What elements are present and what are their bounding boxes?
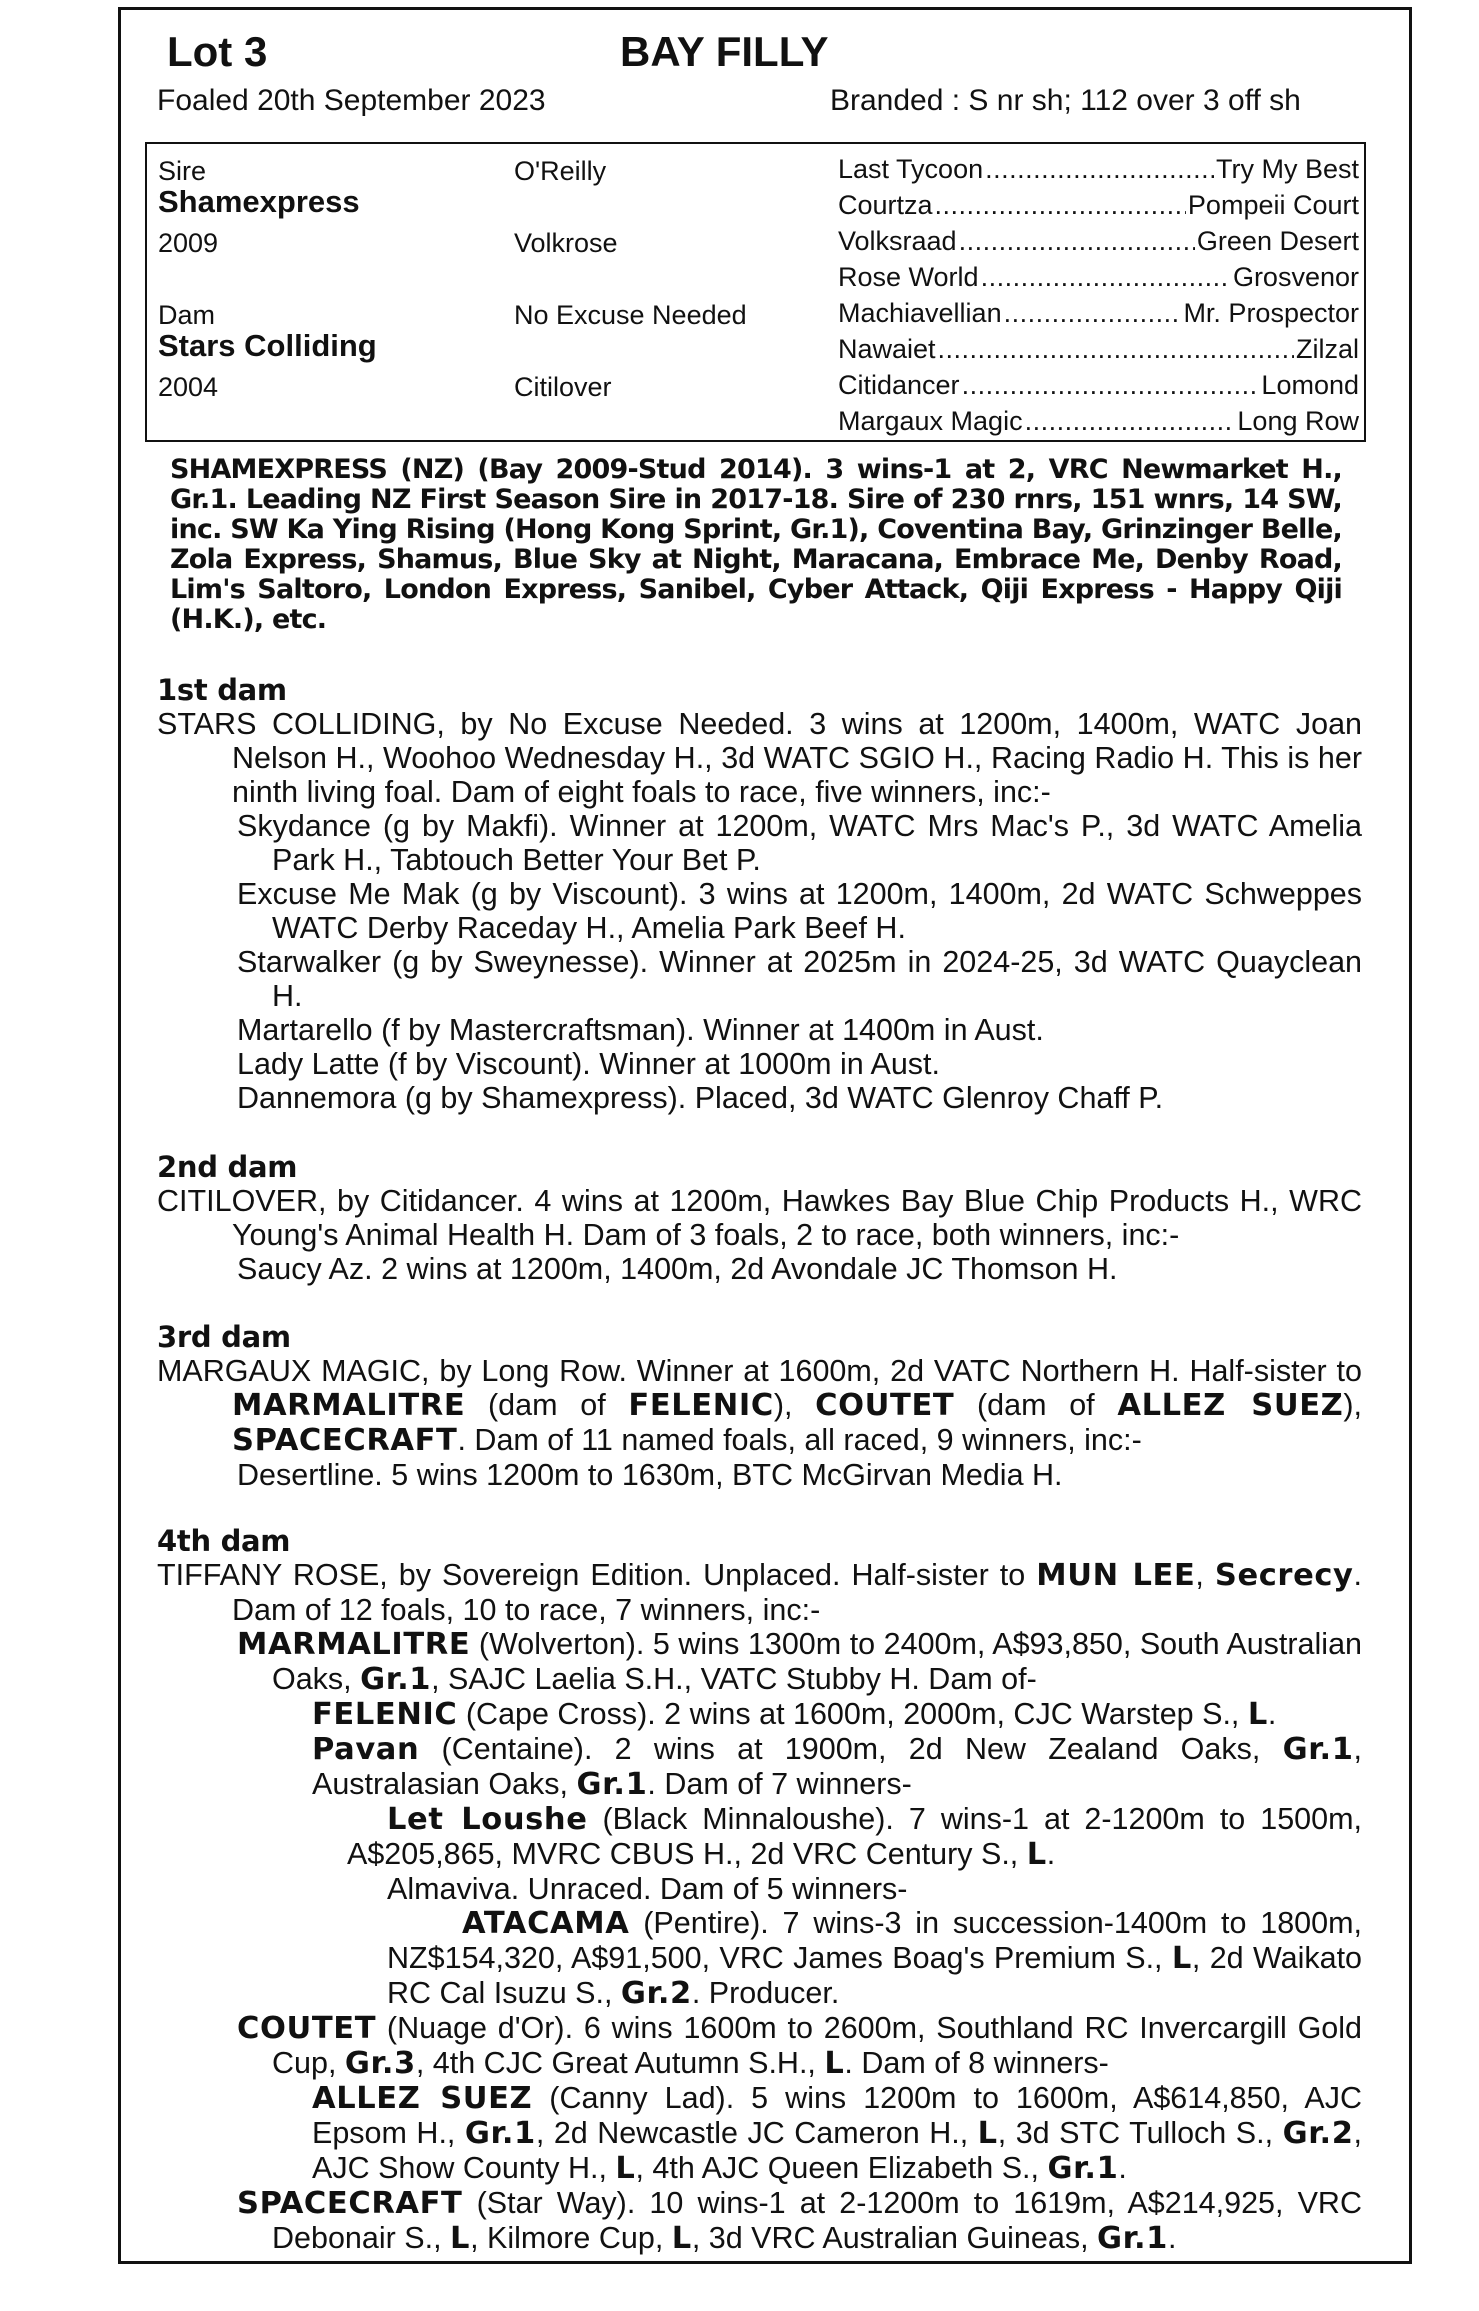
black-type-text: Secrecy bbox=[1214, 1558, 1354, 1593]
black-type-text: L bbox=[671, 2221, 692, 2256]
entry-text: Lady Latte (f by Viscount). Winner at 1000m in Aust. bbox=[237, 1047, 941, 1081]
entry-text: . bbox=[1167, 2221, 1177, 2255]
ancestor-row: Courtza ..... Pompeii Court bbox=[838, 192, 1359, 219]
produce-entry bbox=[157, 1184, 1362, 1252]
entry-text: (Pentire). 7 wins-3 in succession-1400m to 1800m, NZ$154,320, A$91,500, VRC James Boag's Premium S., bbox=[387, 1906, 1362, 1975]
entry-text: . bbox=[1267, 1697, 1277, 1731]
produce-entry bbox=[157, 707, 1362, 809]
black-type-text: Gr.1 bbox=[576, 1767, 648, 1802]
black-type-text: L bbox=[977, 2116, 998, 2151]
entry-text: CITILOVER, by Citidancer. 4 wins at 1200m, Hawkes Bay Blue Chip Products H., WRC Young's Animal Health H. Dam of 3 foals, 2 to race, both winners, inc:- bbox=[157, 1184, 1362, 1252]
sire-year: 2009 bbox=[158, 228, 219, 258]
entry-text: . Producer. bbox=[691, 1976, 840, 2010]
ancestor-row: Margaux Magic ..... Long Row bbox=[838, 408, 1359, 435]
dam-dam: Citilover bbox=[514, 372, 612, 402]
entry-text: MARGAUX MAGIC, by Long Row. Winner at 1600m, 2d VATC Northern H. Half-sister to bbox=[157, 1354, 1362, 1388]
dam-name: Stars Colliding bbox=[158, 328, 377, 363]
produce-entry bbox=[157, 945, 1362, 1013]
entry-text: ), bbox=[1343, 1388, 1363, 1422]
ancestor-row: Citidancer ..... Lomond bbox=[838, 372, 1359, 399]
produce-entry bbox=[157, 877, 1362, 945]
entry-text: (Cape Cross). 2 wins at 1600m, 2000m, CJC Warstep S., bbox=[457, 1697, 1248, 1731]
black-type-text: L bbox=[1247, 1697, 1268, 1732]
black-type-text: COUTET bbox=[237, 2011, 377, 2046]
entry-text: , SAJC Laelia S.H., VATC Stubby H. Dam of- bbox=[431, 1662, 1037, 1696]
entry-text: Desertline. 5 wins 1200m to 1630m, BTC McGirvan Media H. bbox=[237, 1458, 1063, 1492]
black-type-text: Gr.1 bbox=[1047, 2151, 1119, 2186]
black-type-text: L bbox=[1171, 1941, 1192, 1976]
entry-text: (Wolverton). 5 wins 1300m to 2400m, A$93,850, South Australian Oaks, bbox=[272, 1627, 1362, 1696]
produce-entry bbox=[157, 2186, 1362, 2256]
section-heading: 3rd dam bbox=[157, 1320, 291, 1354]
entry-text: . Dam of 11 named foals, all raced, 9 winners, inc:- bbox=[457, 1423, 1142, 1457]
entry-text: (Nuage d'Or). 6 wins 1600m to 2600m, Southland RC Invercargill Gold Cup, bbox=[272, 2011, 1362, 2080]
entry-text: STARS COLLIDING, by No Excuse Needed. 3 wins at 1200m, 1400m, WATC Joan Nelson H., Woohoo Wednesday H., 3d WATC SGIO H., Racing Radio H. This is her ninth living foal. Dam of eight foals to race, five winners, inc:- bbox=[157, 707, 1362, 809]
sire-dam: Volkrose bbox=[514, 228, 618, 258]
section-heading: 1st dam bbox=[157, 673, 287, 707]
ancestor-row: Machiavellian ..... Mr. Prospector bbox=[838, 300, 1359, 327]
dam-section bbox=[157, 673, 1362, 1115]
black-type-text: Let Loushe bbox=[387, 1802, 588, 1837]
produce-entry bbox=[157, 809, 1362, 877]
entry-text: (Centaine). 2 wins at 1900m, 2d New Zealand Oaks, bbox=[419, 1732, 1283, 1766]
black-type-text: ALLEZ SUEZ bbox=[1117, 1388, 1344, 1423]
produce-entry bbox=[157, 2081, 1362, 2186]
entry-text: . Dam of 8 winners- bbox=[844, 2046, 1109, 2080]
entry-text: Dannemora (g by Shamexpress). Placed, 3d WATC Glenroy Chaff P. bbox=[237, 1081, 1164, 1115]
ancestor-row: Nawaiet ..... Zilzal bbox=[838, 336, 1359, 363]
black-type-text: Gr.1 bbox=[360, 1662, 432, 1697]
entry-text: , Australasian Oaks, bbox=[312, 1732, 1362, 1801]
entry-text: , 3d STC Tulloch S., bbox=[997, 2116, 1283, 2150]
entry-text: Almaviva. Unraced. Dam of 5 winners- bbox=[387, 1872, 908, 1906]
black-type-text: L bbox=[1026, 1837, 1047, 1872]
entry-text: (Star Way). 10 wins-1 at 2-1200m to 1619m, A$214,925, VRC Debonair S., bbox=[272, 2186, 1362, 2255]
sire-stud-note: SHAMEXPRESS (NZ) (Bay 2009-Stud 2014). 3 wins-1 at 2, VRC Newmarket H., Gr.1. Leading NZ First Season Sire in 2017-18. Sire of 230 rnrs, 151 wnrs, 14 SW, inc. SW Ka Ying Rising (Hong Kong Sprint, Gr.1), Coventina Bay, Grinzinger Belle, Zola Express, Shamus, Blue Sky at Night, Maracana, Embrace Me, Denby Road, Lim's Saltoro, London Express, Sanibel, Cyber Attack, Qiji Express - Happy Qiji (H.K.), etc. bbox=[170, 454, 1342, 635]
entry-text: . bbox=[1046, 1837, 1056, 1871]
entry-text: , Kilmore Cup, bbox=[470, 2221, 672, 2255]
black-type-text: L bbox=[824, 2046, 845, 2081]
entry-text: , 3d VRC Australian Guineas, bbox=[691, 2221, 1098, 2255]
black-type-text: L bbox=[615, 2151, 636, 2186]
entry-text: TIFFANY ROSE, by Sovereign Edition. Unplaced. Half-sister to bbox=[157, 1558, 1037, 1592]
black-type-text: Gr.1 bbox=[1282, 1732, 1354, 1767]
sire-sire: O'Reilly bbox=[514, 156, 607, 186]
dam-section bbox=[157, 1150, 1362, 1286]
black-type-text: Gr.3 bbox=[344, 2046, 416, 2081]
dam-section bbox=[157, 1524, 1362, 2256]
entry-text: , 4th AJC Queen Elizabeth S., bbox=[635, 2151, 1048, 2185]
entry-text: (Black Minnaloushe). 7 wins-1 at 2-1200m to 1500m, A$205,865, MVRC CBUS H., 2d VRC Century S., bbox=[347, 1802, 1362, 1871]
entry-text: Skydance (g by Makfi). Winner at 1200m, WATC Mrs Mac's P., 3d WATC Amelia Park H., Tabtouch Better Your Bet P. bbox=[237, 809, 1362, 877]
entry-text: Starwalker (g by Sweynesse). Winner at 2025m in 2024-25, 3d WATC Quayclean H. bbox=[237, 945, 1362, 1013]
sire-label: Sire bbox=[158, 156, 207, 186]
black-type-text: Gr.1 bbox=[1097, 2221, 1168, 2256]
sex-colour-title: BAY FILLY bbox=[620, 28, 829, 75]
entry-text: Saucy Az. 2 wins at 1200m, 1400m, 2d Avondale JC Thomson H. bbox=[237, 1252, 1118, 1286]
produce-entry bbox=[157, 1252, 1362, 1286]
ancestor-row: Rose World ..... Grosvenor bbox=[838, 264, 1359, 291]
black-type-text: ATACAMA bbox=[462, 1906, 630, 1941]
produce-entry bbox=[157, 1697, 1362, 1732]
dam-section bbox=[157, 1320, 1362, 1492]
entry-text: (dam of bbox=[465, 1388, 629, 1422]
sire-name: Shamexpress bbox=[158, 184, 360, 219]
entry-text: Excuse Me Mak (g by Viscount). 3 wins at 1200m, 1400m, 2d WATC Schweppes WATC Derby Raceday H., Amelia Park Beef H. bbox=[237, 877, 1362, 945]
ancestor-row: Last Tycoon ..... Try My Best bbox=[838, 156, 1359, 183]
black-type-text: SPACECRAFT bbox=[232, 1423, 458, 1458]
black-type-text: Gr.2 bbox=[620, 1976, 692, 2011]
entry-text: (dam of bbox=[954, 1388, 1118, 1422]
section-heading: 4th dam bbox=[157, 1524, 291, 1558]
black-type-text: FELENIC bbox=[628, 1388, 774, 1423]
brand-description: Branded : S nr sh; 112 over 3 off sh bbox=[830, 84, 1301, 117]
entry-text: (Canny Lad). 5 wins 1200m to 1600m, A$614,850, AJC Epsom H., bbox=[312, 2081, 1362, 2150]
produce-entry bbox=[157, 1354, 1362, 1458]
entry-text: , bbox=[1195, 1558, 1215, 1592]
foaled-date: Foaled 20th September 2023 bbox=[157, 84, 546, 117]
entry-text: . Dam of 7 winners- bbox=[647, 1767, 912, 1801]
produce-entry bbox=[157, 1732, 1362, 1802]
black-type-text: ALLEZ SUEZ bbox=[312, 2081, 533, 2116]
black-type-text: MUN LEE bbox=[1036, 1558, 1196, 1593]
black-type-text: L bbox=[450, 2221, 471, 2256]
produce-entry bbox=[157, 1802, 1362, 1872]
black-type-text: FELENIC bbox=[312, 1697, 458, 1732]
produce-entry bbox=[157, 1872, 1362, 1906]
produce-entry bbox=[157, 1458, 1362, 1492]
black-type-text: SPACECRAFT bbox=[237, 2186, 463, 2221]
produce-entry bbox=[157, 1081, 1362, 1115]
produce-entry bbox=[157, 1047, 1362, 1081]
produce-entry bbox=[157, 2011, 1362, 2081]
entry-text: Martarello (f by Mastercraftsman). Winner at 1400m in Aust. bbox=[237, 1013, 1044, 1047]
produce-entry bbox=[157, 1627, 1362, 1697]
black-type-text: Gr.1 bbox=[464, 2116, 536, 2151]
entry-text: , 4th CJC Great Autumn S.H., bbox=[415, 2046, 825, 2080]
entry-text: , 2d Newcastle JC Cameron H., bbox=[535, 2116, 978, 2150]
dam-year: 2004 bbox=[158, 372, 219, 402]
black-type-text: Pavan bbox=[312, 1732, 420, 1767]
produce-entry bbox=[157, 1013, 1362, 1047]
black-type-text: MARMALITRE bbox=[232, 1388, 466, 1423]
entry-text: . Dam of 12 foals, 10 to race, 7 winners, inc:- bbox=[232, 1558, 1362, 1627]
lot-number: Lot 3 bbox=[167, 28, 268, 75]
entry-text: ), bbox=[773, 1388, 816, 1422]
dam-label: Dam bbox=[158, 300, 216, 330]
section-heading: 2nd dam bbox=[157, 1150, 298, 1184]
entry-text: . bbox=[1118, 2151, 1127, 2185]
black-type-text: COUTET bbox=[815, 1388, 955, 1423]
entry-text: , AJC Show County H., bbox=[312, 2116, 1362, 2185]
entry-text: , 2d Waikato RC Cal Isuzu S., bbox=[387, 1941, 1363, 2010]
black-type-text: MARMALITRE bbox=[237, 1627, 471, 1662]
dam-sire: No Excuse Needed bbox=[514, 300, 747, 330]
black-type-text: Gr.2 bbox=[1282, 2116, 1354, 2151]
ancestor-row: Volksraad ..... Green Desert bbox=[838, 228, 1359, 255]
produce-entry bbox=[157, 1906, 1362, 2011]
produce-entry bbox=[157, 1558, 1362, 1627]
